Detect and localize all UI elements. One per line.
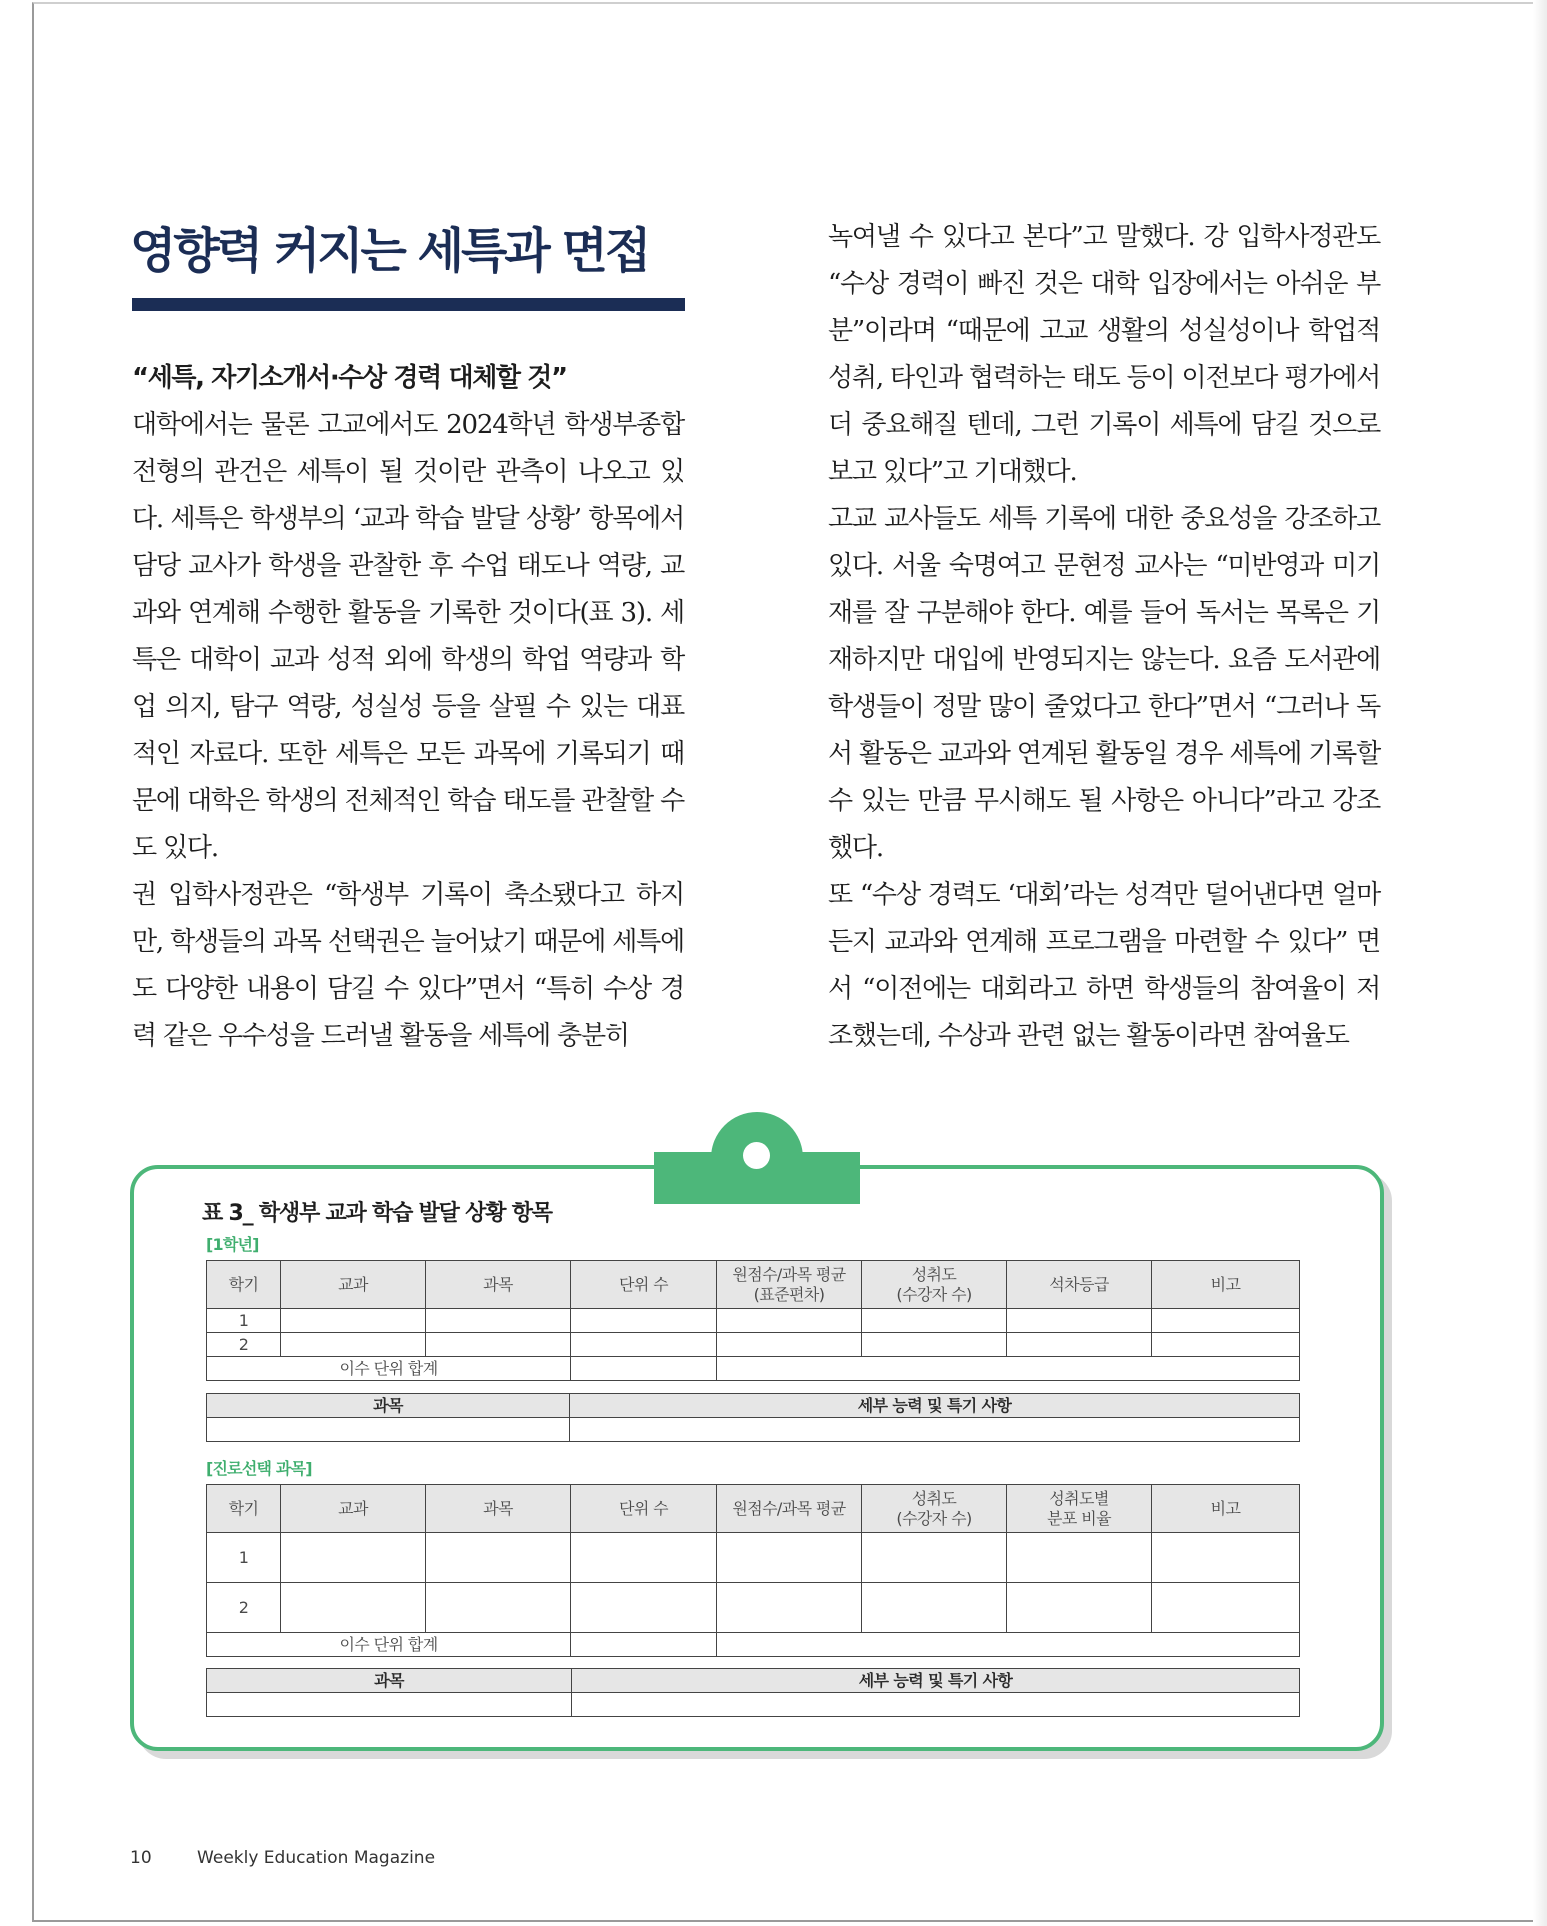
clipboard-clip-icon xyxy=(654,1112,860,1204)
table-row xyxy=(207,1333,1300,1357)
header-units: 단위 수 xyxy=(571,1485,717,1533)
section-title: 영향력 커지는 세특과 면접 xyxy=(130,223,649,279)
table-cell xyxy=(571,1633,717,1657)
semester-cell: 2 xyxy=(207,1333,281,1357)
semester-cell: 1 xyxy=(207,1533,281,1583)
grade-table-career-elective xyxy=(206,1484,1300,1657)
table-cell xyxy=(717,1309,862,1333)
table-row xyxy=(207,1357,1300,1381)
header-remarks: 비고 xyxy=(1152,1261,1300,1309)
header-details: 세부 능력 및 특기 사항 xyxy=(570,1394,1300,1418)
table-cell xyxy=(717,1533,862,1583)
section-tag-1st-year: [1학년] xyxy=(206,1235,259,1254)
table-cell xyxy=(717,1583,862,1633)
table-cell xyxy=(1007,1583,1152,1633)
header-remarks: 비고 xyxy=(1152,1485,1300,1533)
section-tag-career-elective: [진로선택 과목] xyxy=(206,1459,312,1478)
table-cell xyxy=(426,1533,571,1583)
header-course: 과목 xyxy=(426,1261,571,1309)
table-cell xyxy=(281,1309,426,1333)
page-footer xyxy=(130,1848,475,1868)
header-rank-grade: 석차등급 xyxy=(1007,1261,1152,1309)
header-achievement-distribution: 성취도별 분포 비율 xyxy=(1007,1485,1152,1533)
sum-label: 이수 단위 합계 xyxy=(207,1633,571,1657)
table-cell xyxy=(426,1333,571,1357)
table-cell xyxy=(862,1309,1007,1333)
table-cell xyxy=(207,1693,572,1717)
table-cell xyxy=(1152,1333,1300,1357)
header-subject-area: 교과 xyxy=(281,1261,426,1309)
page-edge-shadow xyxy=(1533,0,1547,1926)
table-cell xyxy=(281,1333,426,1357)
table-row xyxy=(207,1533,1300,1583)
table-cell xyxy=(717,1357,1300,1381)
table-cell xyxy=(571,1357,717,1381)
table-cell xyxy=(571,1583,717,1633)
left-column xyxy=(132,355,684,1060)
table-row xyxy=(207,1309,1300,1333)
table-cell xyxy=(281,1533,426,1583)
header-achievement: 성취도 (수강자 수) xyxy=(862,1485,1007,1533)
table-cell xyxy=(426,1309,571,1333)
header-course: 과목 xyxy=(426,1485,571,1533)
body-paragraph: 권 입학사정관은 “학생부 기록이 축소됐다고 하지만, 학생들의 과목 선택권은 늘어났기 때문에 세특에도 다양한 내용이 담길 수 있다”면서 “특히 수상 경력 같은 우수성을 드러낼 활동을 세특에 충분히 xyxy=(132,880,684,1051)
header-details: 세부 능력 및 특기 사항 xyxy=(572,1669,1300,1693)
table-cell xyxy=(1152,1309,1300,1333)
table-cell xyxy=(426,1583,571,1633)
table-cell xyxy=(1007,1533,1152,1583)
grade-table-1st-year xyxy=(206,1260,1300,1381)
page-number: 10 xyxy=(130,1848,152,1868)
table-cell xyxy=(1007,1309,1152,1333)
table-cell xyxy=(862,1583,1007,1633)
body-paragraph: 대학에서는 물론 고교에서도 2024학년 학생부종합 전형의 관건은 세특이 될 것이란 관측이 나오고 있다. 세특은 학생부의 ‘교과 학습 발달 상황’ 항목에서 담당 교사가 학생을 관찰한 후 수업 태도나 역량, 교과와 연계해 수행한 활동을 기록한 것이다(표 3). 세특은 대학이 교과 성적 외에 학생의 학업 역량과 학업 의지, 탐구 역량, 성실성 등을 살필 수 있는 대표적인 자료다. 또한 세특은 모든 과목에 기록되기 때문에 대학은 학생의 전체적인 학습 태도를 관찰할 수도 있다. xyxy=(132,410,684,863)
table-row xyxy=(207,1693,1300,1717)
table-row xyxy=(207,1418,1300,1442)
clip-hole xyxy=(743,1142,770,1169)
header-course: 과목 xyxy=(207,1669,572,1693)
header-course: 과목 xyxy=(207,1394,570,1418)
table-cell xyxy=(207,1418,570,1442)
table-cell xyxy=(717,1633,1300,1657)
body-paragraph: 또 “수상 경력도 ‘대회’라는 성격만 덜어낸다면 얼마든지 교과와 연계해 프로그램을 마련할 수 있다” 면서 “이전에는 대회라고 하면 학생들의 참여율이 저조했는데, 수상과 관련 없는 활동이라면 참여율도 xyxy=(828,880,1380,1051)
header-semester: 학기 xyxy=(207,1485,281,1533)
header-units: 단위 수 xyxy=(571,1261,717,1309)
table-cell xyxy=(281,1583,426,1633)
publication-name: Weekly Education Magazine xyxy=(197,1848,436,1868)
semester-cell: 1 xyxy=(207,1309,281,1333)
table-cell xyxy=(1152,1533,1300,1583)
header-raw-score: 원점수/과목 평균 (표준편차) xyxy=(717,1261,862,1309)
table-cell xyxy=(1152,1583,1300,1633)
table-box xyxy=(130,1165,1384,1751)
table-cell xyxy=(862,1533,1007,1583)
header-raw-score: 원점수/과목 평균 xyxy=(717,1485,862,1533)
semester-cell: 2 xyxy=(207,1583,281,1633)
table-row xyxy=(207,1583,1300,1633)
table-row xyxy=(207,1633,1300,1657)
table-cell xyxy=(862,1333,1007,1357)
body-paragraph: 고교 교사들도 세특 기록에 대한 중요성을 강조하고 있다. 서울 숙명여고 문현정 교사는 “미반영과 미기재를 잘 구분해야 한다. 예를 들어 독서는 목록은 기재하지만 대입에 반영되지는 않는다. 요즘 도서관에 학생들이 정말 많이 줄었다고 한다”면서 “그러나 독서 활동은 교과와 연계된 활동일 경우 세특에 기록할 수 있는 만큼 무시해도 될 사항은 아니다”라고 강조했다. xyxy=(828,504,1380,863)
title-rule xyxy=(132,298,685,311)
table-cell xyxy=(571,1309,717,1333)
sum-label: 이수 단위 합계 xyxy=(207,1357,571,1381)
subhead: “세특, 자기소개서·수상 경력 대체할 것” xyxy=(132,363,567,393)
table-cell xyxy=(1007,1333,1152,1357)
table-cell xyxy=(571,1333,717,1357)
table-cell xyxy=(717,1333,862,1357)
table-cell xyxy=(570,1418,1300,1442)
header-semester: 학기 xyxy=(207,1261,281,1309)
body-paragraph: 녹여낼 수 있다고 본다”고 말했다. 강 입학사정관도 “수상 경력이 빠진 것은 대학 입장에서는 아쉬운 부분”이라며 “때문에 고교 생활의 성실성이나 학업적 성취, 타인과 협력하는 태도 등이 이전보다 평가에서 더 중요해질 텐데, 그런 기록이 세특에 담길 것으로 보고 있다”고 기대했다. xyxy=(828,222,1380,487)
table-cell xyxy=(571,1533,717,1583)
detail-table-career-elective xyxy=(206,1668,1300,1717)
header-achievement: 성취도 (수강자 수) xyxy=(862,1261,1007,1309)
detail-table-1st-year xyxy=(206,1393,1300,1442)
table-cell xyxy=(572,1693,1300,1717)
right-column xyxy=(828,214,1380,1060)
table-title: 표 3_ 학생부 교과 학습 발달 상황 항목 xyxy=(202,1201,552,1226)
header-subject-area: 교과 xyxy=(281,1485,426,1533)
